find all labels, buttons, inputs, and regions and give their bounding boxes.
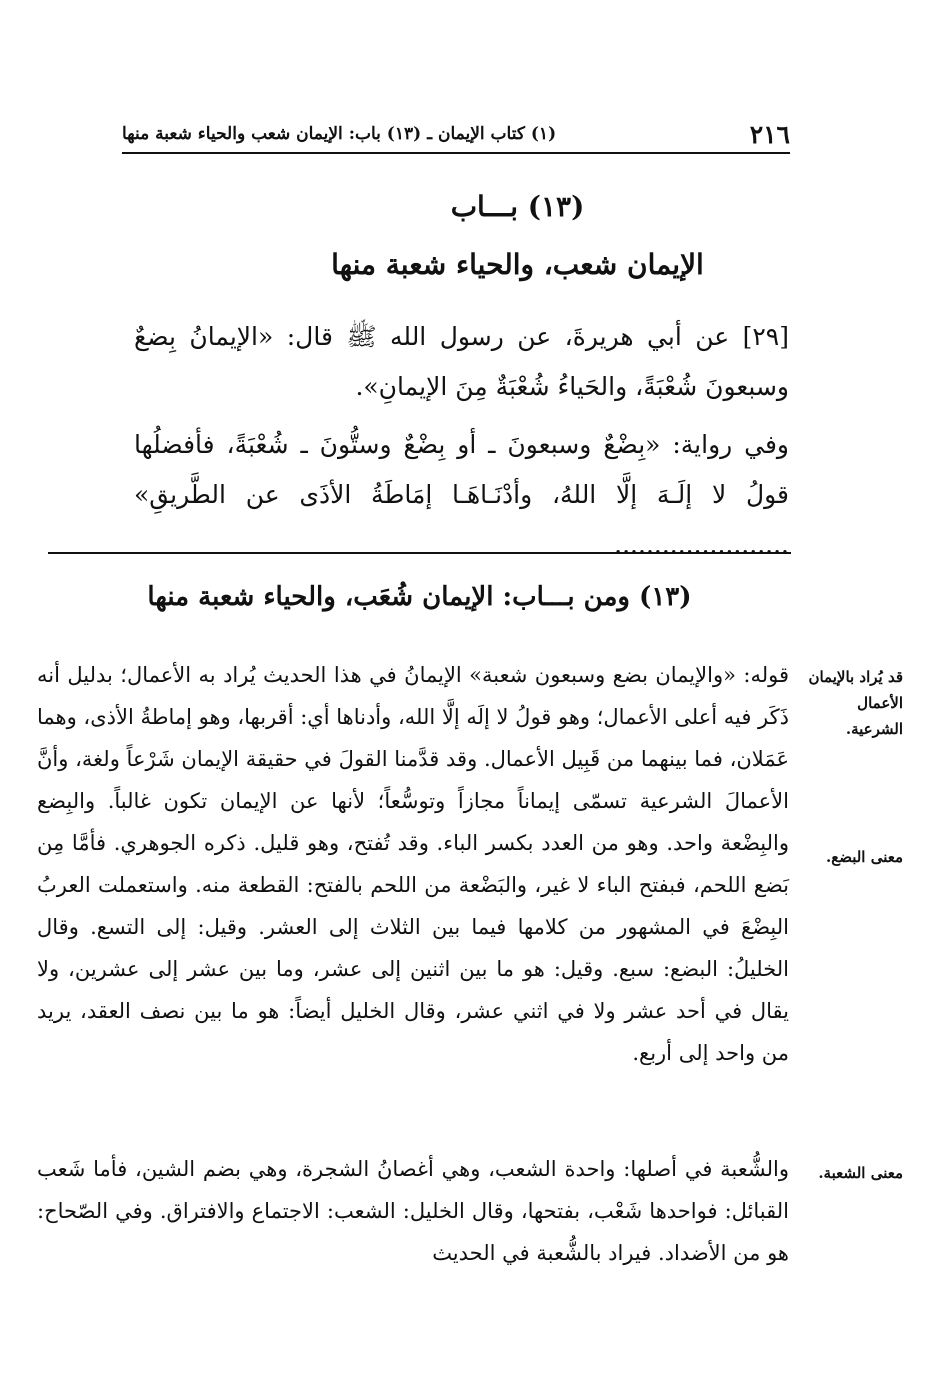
section-divider — [48, 552, 791, 554]
chapter-title: الإيمان شعب، والحياء شعبة منها — [331, 248, 704, 281]
running-title: (١) كتاب الإيمان ـ (١٣) باب: الإيمان شعب والحياء شعبة منها — [122, 124, 557, 144]
running-header — [122, 118, 790, 154]
hadith-paragraph: [٢٩] عن أبي هريرةَ، عن رسول الله ﷺ قال: «الإيمانُ بِضعٌ وسبعونَ شُعْبَةً، والحَياءُ شُعْبَةٌ مِنَ الإيمانِ». — [134, 322, 789, 401]
commentary-paragraph: قوله: «والإيمان بضع وسبعون شعبة» الإيمانُ في هذا الحديث يُراد به الأعمال؛ بدليل أنه ذَكَر فيه أعلى الأعمال؛ وهو قولُ لا إلَه إلَّا الله، وأدناها أي: أقربها، وهو إماطةُ الأذى، وهما عَمَلان، فما بينهما من قَبِيل الأعمال. وقد قدَّمنا القولَ في حقيقة الإيمان شَرْعاً ولغة، وأنَّ الأعمالَ الشرعية تسمّى إيماناً مجازاً وتوسُّعاً؛ لأنها عن الإيمان تكون غالباً. والبِضع والبِضْعة واحد. وهو من العدد بكسر الباء. وقد تُفتح، وهو قليل. ذكره الجوهري. فأمَّا مِن بَضع اللحم، فبفتح الباء لا غير، والبَضْعة من اللحم بالفتح: القطعة منه. واستعملت العربُ البِضْعَ في المشهور من كلامها فيما بين الثلاث إلى العشر. وقيل: إلى التسع. وقال الخليلُ: البضع: سبع. وقيل: هو ما بين اثنين إلى عشر، وما بين عشر إلى عشرين، ولا يقال في أحد عشر ولا في اثني عشر، وقال الخليل أيضاً: هو ما بين نصف العقد، يريد من واحد إلى أربع. — [37, 663, 790, 1065]
page-number: ٢١٦ — [749, 120, 790, 149]
hadith-variant-paragraph — [134, 420, 789, 570]
margin-note: قد يُراد بالإيمان الأعمال الشرعية. — [808, 668, 903, 738]
chapter-number: (١٣) بـــاب — [450, 190, 585, 223]
commentary-paragraph: والشُّعبة في أصلها: واحدة الشعب، وهي أغصانُ الشجرة، وهي بضم الشين، فأما شَعب القبائل: فواحدها شَعْب، بفتحها، وقال الخليل: الشعب: الاجتماع والافتراق. وفي الصّحاح: هو من الأضداد. فيراد بالشُّعبة في الحديث — [37, 1157, 789, 1265]
hadith-variant-text: وفي رواية: «بِضْعٌ وسبعونَ ـ أو بِضْعٌ وستُّونَ ـ شُعْبَةً، فأفضلُها قولُ لا إلَـهَ إلَّا اللهُ، وأدْنَـاهَـا إمَاطَةُ الأذَى عن الطَّريقِ» — [134, 430, 789, 509]
commentary-title: (١٣) ومن بـــاب: الإيمان شُعَب، والحياء شعبة منها — [147, 582, 692, 612]
margin-note: معنى الشعبة. — [818, 1164, 903, 1182]
margin-note: معنى البضع. — [826, 848, 903, 866]
ellipsis-dots: ...................... — [614, 530, 789, 559]
